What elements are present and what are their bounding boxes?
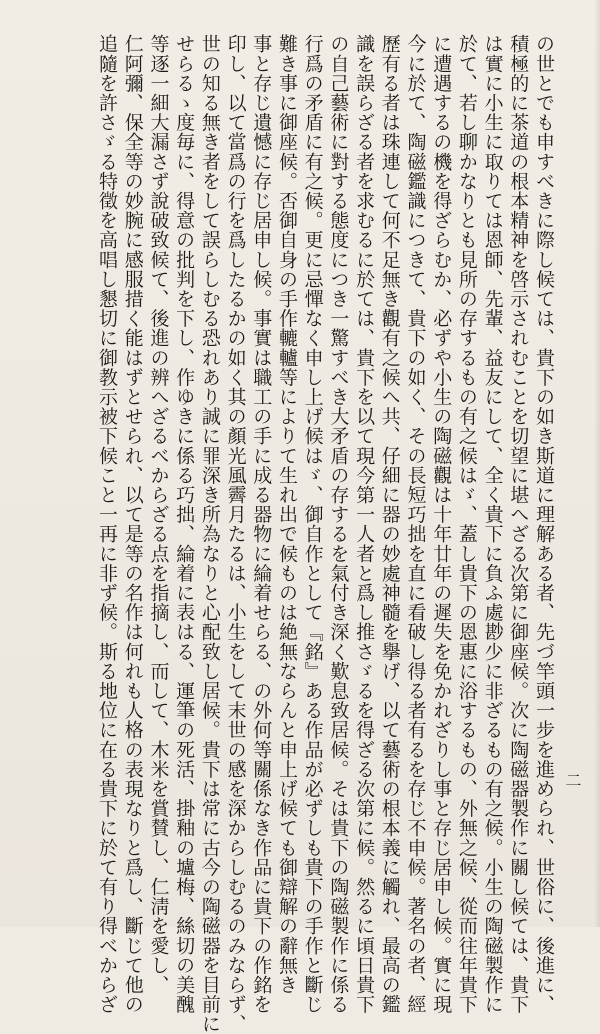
text-column: の自己藝術に對する態度につき一驚すべき大矛盾の存するを氣付き深く歎息致居候。そは貴下の陶磁製作に係る <box>327 34 350 1014</box>
text-column: に遭遇するの機を得ざらむか、必ずや小生の陶磁觀は十年廿年の遲失を免かれざりし事と存じ居申し候。實に現 <box>430 34 453 1014</box>
text-column: 歷有る者は珠連して何不足無き觀有之候へ共、仔細に器の妙處神髓を擧げ、以て藝術の根本義に觸れ、最高の鑑 <box>378 34 401 1014</box>
text-column: 印し、以て當爲の行を爲したるかの如く其の顏光風霽月たるは、小生をして末世の感を深からしむるのみならず、 <box>224 34 247 1034</box>
text-column: の世とでも申すべきに際し候ては、貴下の如き斯道に理解ある者、先づ竿頭一步を進められ、世俗に、後進に、 <box>533 34 555 1014</box>
text-column: 於て、若し聊かなりとも見所の存するもの有之候はゞ、蓋し貴下の恩惠に浴するもの、外無之候、從而往年貴下 <box>455 34 478 1014</box>
text-column: は實に小生に取りては恩師、先輩、益友にして、全く貴下に負ふ處尠少に非ざるもの有之候。小生の陶磁製作に <box>481 34 504 1014</box>
text-column: せらるゝ度毎に、得意の批判を下し、作ゆきに係る巧拙、綸着に表はる、運筆の死活、掛釉の壚梅、絲切の美醜 <box>173 34 196 1014</box>
scan-edge-shadow <box>594 0 600 927</box>
text-column: 難き事に御座候。否御自身の手作轆轤等によりて生れ出で候ものは絶無ならんと申上げ候ても御辯解の辭無き <box>275 34 298 995</box>
text-column: 仁阿彌、保全等の妙腕に感服措く能はずとせられ、以て是等の名作は何れも人格の表現なりと爲し、斷じて他の <box>121 34 144 1014</box>
text-column: 積極的に茶道の根本精神を啓示されむことを切望に堪へざる次第に御座候。次に陶磁器製作に關し候ては、貴下 <box>507 34 530 1014</box>
text-column: 今に於て、陶磁鑑識につきて、貴下の如く、その長短巧拙を直に看破し得る者有るを存じ不申候。著名の者、經 <box>404 34 427 1014</box>
text-column: 識を誤らざる者を求むるに於ては、貴下を以て現今第一人者と爲し推さゞるを得ざる次第に候。然るに頃日貴下 <box>353 34 376 1014</box>
text-column: 世の知る無き者をして誤らしむる恐れあり誠に罪深き所為なりと心配致し居候。貴下は常に古今の陶磁器を目前に <box>198 34 221 1034</box>
vertical-text-body <box>8 34 556 1034</box>
page-number: 二 <box>563 772 582 788</box>
text-column: 行爲の矛盾に有之候。更に忌憚なく申し上げ候はゞ、御自作として『銘』ある作品が必ずしも貴下の手作と斷じ <box>301 34 324 1014</box>
text-column: 等逐一細大漏さず說破致候て、後進の辨へざるべからざる点を指摘し、而して、木米を賞賛し、仁淸を愛し、 <box>147 34 170 995</box>
text-column: 追隨を許さゞる特徵を高唱し懇切に御教示被下候こと一再に非ず候。斯る地位に在る貴下に於て有り得べからざ <box>96 34 119 1014</box>
text-column: 事と存じ遺憾に存じ居申し候。事實は職工の手に成る器物に綸着せらる、の外何等關係なき作品に貴下の作銘を <box>250 34 273 1014</box>
